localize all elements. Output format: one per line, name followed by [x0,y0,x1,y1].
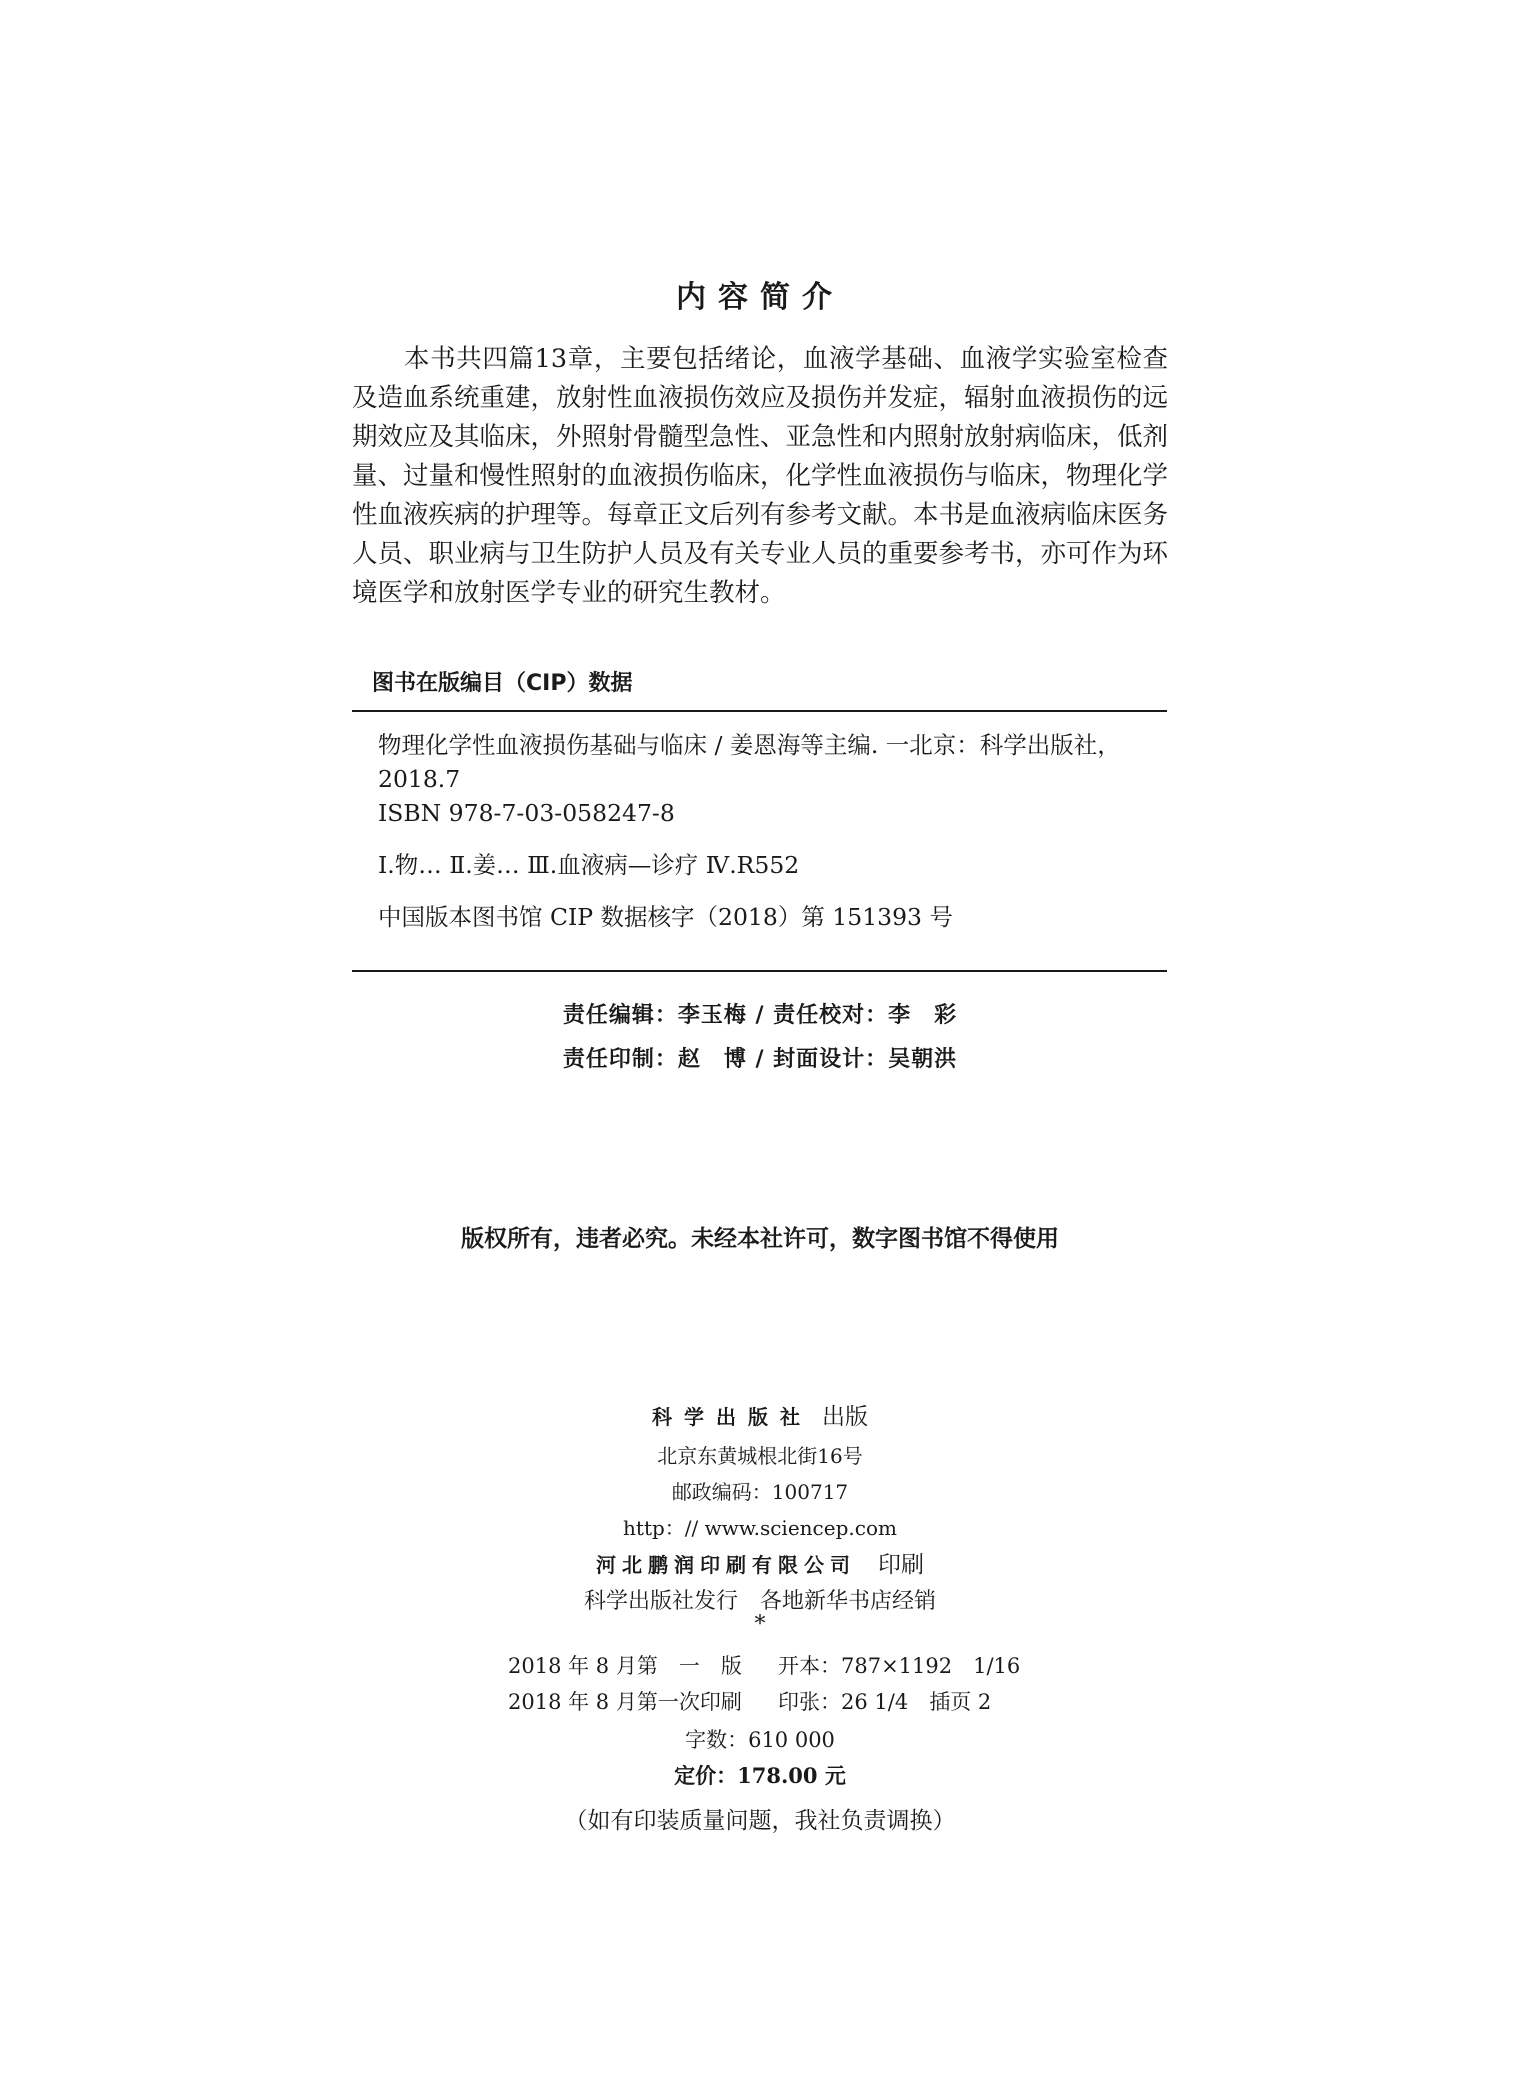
cip-entries [378,728,1168,934]
printer-line [0,1546,1520,1579]
printer-name: 河北鹏润印刷有限公司 [596,1553,856,1577]
summary-body: 本书共四篇13章，主要包括绪论，血液学基础、血液学实验室检查及造血系统重建，放射性血液损伤效应及损伤并发症，辐射血液损伤的远期效应及其临床，外照射骨髓型急性、亚急性和内照射放射病临床，低剂量、过量和慢性照射的血液损伤临床，化学性血液损伤与临床，物理化学性血液疾病的护理等。每章正文后列有参考文献。本书是血液病临床医务人员、职业病与卫生防护人员及有关专业人员的重要参考书，亦可作为环境医学和放射医学专业的研究生教材。 [352,344,1169,608]
sheets: 印张：26 1/4 插页 2 [778,1690,992,1714]
spec-row-printing [508,1686,1208,1716]
quality-notice: （如有印装质量问题，我社负责调换） [564,1808,956,1834]
production-credits: 责任印制：赵 博 / 封面设计：吴朝洪 [562,1047,958,1072]
editor-credits: 责任编辑：李玉梅 / 责任校对：李 彩 [562,1003,958,1028]
price: 定价：178.00 元 [674,1763,846,1788]
printer-action: 印刷 [878,1552,924,1578]
publisher-name: 科学出版社 [652,1405,812,1429]
copyright-notice: 版权所有，违者必究。未经本社许可，数字图书馆不得使用 [461,1226,1059,1252]
cip-classification: Ⅰ.物… Ⅱ.姜… Ⅲ.血液病—诊疗 Ⅳ.R552 [378,851,800,879]
printing: 2018 年 8 月第一次印刷 [508,1690,742,1714]
cip-registration: 中国版本图书馆 CIP 数据核字（2018）第 151393 号 [378,903,953,931]
publisher-address: 北京东黄城根北街16号 [657,1444,863,1468]
cip-year-line: 2018.7 [378,765,461,793]
publisher-line [0,1398,1520,1431]
publisher-website: http：// www.sciencep.com [623,1516,897,1540]
publisher-postcode: 邮政编码：100717 [671,1480,849,1504]
separator-asterisk: * [754,1612,766,1637]
cip-isbn: ISBN 978-7-03-058247-8 [378,799,675,827]
cip-heading: 图书在版编目（CIP）数据 [372,671,633,696]
cip-bottom-rule [352,970,1167,972]
summary-title: 内容简介 [676,280,844,315]
publisher-action: 出版 [822,1404,868,1430]
spec-row-edition [508,1650,1208,1680]
distribution: 科学出版社发行 各地新华书店经销 [583,1589,936,1614]
cip-top-rule [352,710,1167,712]
word-count: 字数：610 000 [685,1728,835,1752]
format: 开本：787×1192 1/16 [778,1654,1021,1678]
cip-title-line: 物理化学性血液损伤基础与临床 / 姜恩海等主编. 一北京：科学出版社， [378,731,1121,759]
edition: 2018 年 8 月第 一 版 [508,1654,742,1678]
